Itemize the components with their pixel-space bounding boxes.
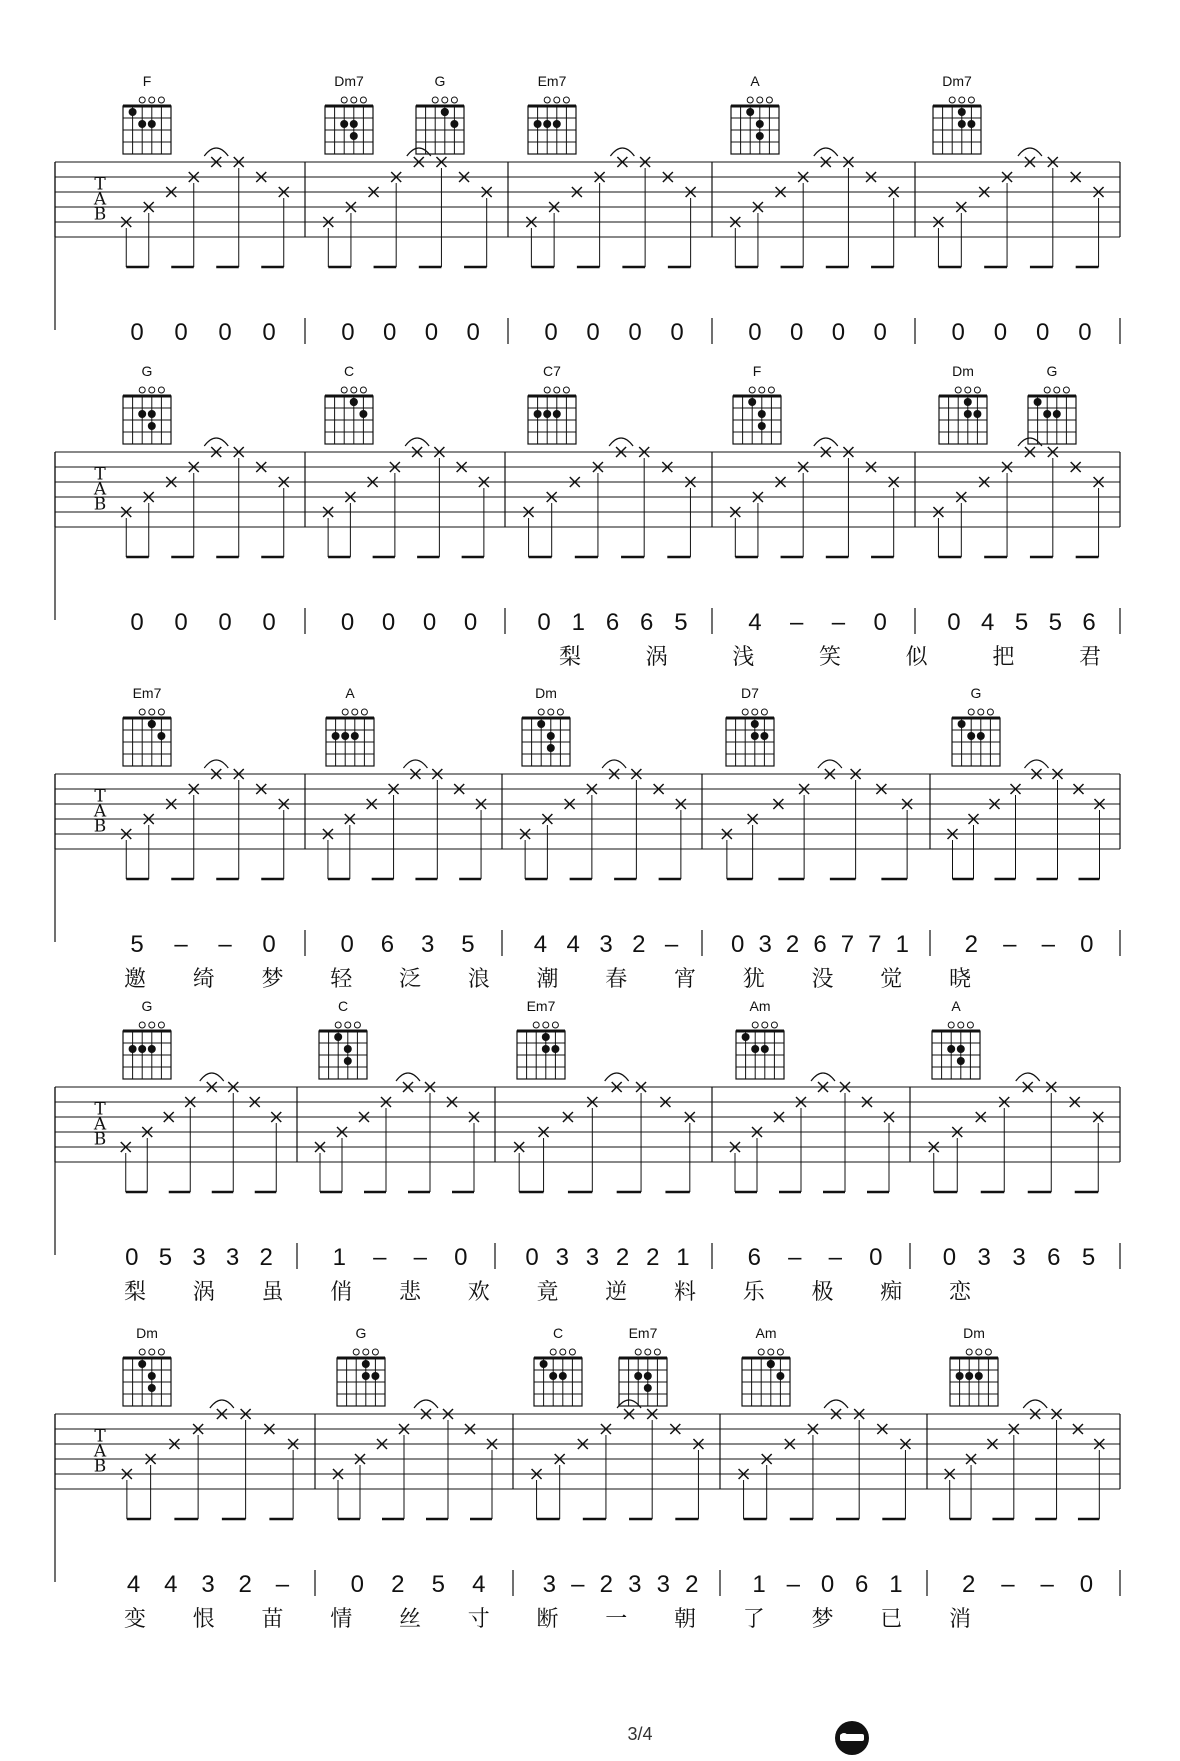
jianpu-note: 0	[218, 319, 232, 346]
jianpu-note: 5	[1081, 1244, 1096, 1271]
score-system	[55, 363, 1120, 670]
jianpu-note: 4	[164, 1571, 178, 1598]
jianpu-note: 3	[628, 1571, 642, 1598]
lyric-char: 泛	[398, 967, 422, 992]
chord-diagram	[619, 1325, 667, 1406]
jianpu-note: 4	[748, 609, 762, 636]
jianpu-row	[125, 1243, 1120, 1271]
jianpu-note: 5	[431, 1571, 445, 1598]
jianpu-note: –	[831, 609, 846, 636]
lyric-char: 欢	[467, 1280, 490, 1305]
lyric-char: 涡	[645, 645, 668, 670]
chord-name: D7	[741, 685, 759, 701]
jianpu-note: 5	[461, 931, 475, 958]
jianpu-note: –	[788, 1244, 802, 1271]
chord-name: A	[345, 685, 355, 701]
jianpu-note: –	[828, 1244, 842, 1271]
chord-diagram	[517, 998, 565, 1079]
chord-name: G	[355, 1325, 367, 1341]
lyrics-row	[124, 1280, 972, 1305]
score-system	[55, 998, 1120, 1305]
jianpu-note: 2	[259, 1244, 273, 1271]
jianpu-note: 3	[758, 931, 772, 958]
lyric-char: 把	[992, 645, 1015, 670]
jianpu-note: 5	[674, 609, 688, 636]
lyric-char: 似	[905, 645, 928, 670]
chord-name: G	[434, 73, 446, 89]
chord-name: C7	[543, 363, 561, 379]
chord-diagram	[337, 1325, 385, 1406]
jianpu-note: 1	[889, 1571, 903, 1598]
jianpu-note: 1	[895, 931, 909, 958]
jianpu-note: 0	[218, 609, 232, 636]
tab-staff	[55, 760, 1120, 942]
jianpu-row	[130, 608, 1120, 636]
chord-name: Dm7	[334, 73, 364, 89]
jianpu-note: 6	[855, 1571, 869, 1598]
jianpu-note: 5	[1048, 609, 1062, 636]
tab-clef-letter: A	[93, 801, 107, 822]
tab-clef-letter: T	[94, 1426, 106, 1447]
chord-diagram	[522, 685, 570, 766]
jianpu-note: 0	[341, 319, 355, 346]
jianpu-note: 3	[599, 931, 613, 958]
jianpu-note: –	[1040, 1571, 1054, 1598]
jianpu-note: 0	[350, 1571, 364, 1598]
chord-diagram	[528, 363, 576, 444]
lyric-char: 断	[536, 1607, 559, 1632]
jianpu-note: 0	[340, 931, 354, 958]
jianpu-note: 2	[785, 931, 800, 958]
lyric-char: 涡	[192, 1280, 215, 1305]
jianpu-note: 0	[130, 609, 144, 636]
jianpu-note: 1	[752, 1571, 766, 1598]
chord-diagram	[123, 1325, 171, 1406]
chord-name: Em7	[526, 998, 556, 1014]
chord-name: A	[750, 73, 760, 89]
tab-staff	[55, 1073, 1120, 1255]
chord-diagram	[123, 73, 171, 154]
lyric-char: 丝	[398, 1607, 422, 1632]
jianpu-note: 5	[1014, 609, 1029, 636]
lyric-char: 寸	[467, 1607, 490, 1632]
jianpu-note: 0	[422, 609, 437, 636]
jianpu-note: 0	[466, 319, 480, 346]
jianpu-note: 3	[225, 1244, 240, 1271]
jianpu-note: 3	[585, 1244, 600, 1271]
lyric-char: 宵	[673, 967, 697, 992]
lyric-char: 恋	[948, 1280, 972, 1305]
jianpu-note: 1	[676, 1244, 690, 1271]
chord-name: F	[752, 363, 762, 379]
jianpu-note: 7	[868, 931, 882, 958]
tab-clef-letter: T	[94, 786, 106, 807]
jianpu-row	[127, 1570, 1120, 1598]
lyric-char: 梦	[811, 1607, 834, 1632]
jianpu-note: 0	[424, 319, 439, 346]
lyric-char: 悲	[398, 1280, 422, 1305]
jianpu-note: 0	[670, 319, 684, 346]
chord-name: Dm	[136, 1325, 158, 1341]
lyric-char: 了	[742, 1607, 765, 1632]
chord-name: Em7	[537, 73, 567, 89]
jianpu-note: 0	[454, 1244, 468, 1271]
score-system	[55, 685, 1120, 992]
jianpu-note: 0	[869, 1244, 883, 1271]
jianpu-note: 0	[262, 931, 276, 958]
jianpu-note: 0	[525, 1244, 539, 1271]
chord-diagram	[123, 363, 171, 444]
jianpu-note: 6	[1082, 609, 1096, 636]
chord-name: F	[142, 73, 152, 89]
jianpu-note: 2	[646, 1244, 660, 1271]
chord-diagram	[416, 73, 464, 154]
tab-staff	[55, 438, 1120, 620]
jianpu-note: 3	[420, 931, 435, 958]
lyric-char: 浪	[467, 967, 490, 992]
jianpu-note: 2	[632, 931, 646, 958]
jianpu-note: 0	[789, 319, 804, 346]
lyric-char: 浅	[732, 645, 755, 670]
lyric-char: 晓	[948, 967, 972, 992]
chord-name: G	[141, 998, 153, 1014]
jianpu-note: 2	[615, 1244, 630, 1271]
tab-clef-letter: A	[93, 1441, 107, 1462]
jianpu-note: –	[571, 1571, 585, 1598]
jianpu-note: 3	[192, 1244, 206, 1271]
lyric-char: 恨	[192, 1607, 215, 1632]
jianpu-note: –	[1001, 1571, 1015, 1598]
lyric-char: 情	[330, 1607, 353, 1632]
jianpu-note: 3	[656, 1571, 670, 1598]
chord-diagram	[325, 73, 373, 154]
chord-diagram	[933, 73, 981, 154]
jianpu-note: 0	[942, 1244, 957, 1271]
chord-diagram	[736, 998, 784, 1079]
chord-diagram	[528, 73, 576, 154]
jianpu-note: 2	[964, 931, 978, 958]
jianpu-note: 2	[391, 1571, 405, 1598]
jianpu-note: 0	[831, 319, 846, 346]
jianpu-note: 0	[748, 319, 762, 346]
lyric-char: 痴	[880, 1280, 903, 1305]
lyrics-row	[559, 645, 1101, 670]
jianpu-note: 0	[993, 319, 1008, 346]
jianpu-note: 6	[1047, 1244, 1061, 1271]
lyric-char: 苗	[261, 1607, 284, 1632]
jianpu-note: 4	[533, 931, 548, 958]
lyric-char: 觉	[880, 967, 903, 992]
chord-name: Dm	[535, 685, 557, 701]
lyric-char: 笑	[818, 645, 842, 670]
jianpu-note: 0	[262, 609, 276, 636]
jianpu-note: 3	[1012, 1244, 1026, 1271]
chord-name: G	[141, 363, 153, 379]
lyric-char: 邀	[123, 967, 147, 992]
jianpu-note: 7	[840, 931, 855, 958]
chord-diagram	[932, 998, 980, 1079]
chord-name: Dm	[952, 363, 974, 379]
lyric-char: 梨	[558, 645, 582, 670]
jianpu-note: 3	[201, 1571, 215, 1598]
chord-diagram	[950, 1325, 998, 1406]
lyric-char: 消	[948, 1607, 972, 1632]
tab-clef-letter: B	[93, 1129, 107, 1150]
jianpu-row	[130, 318, 1120, 346]
tab-clef-letter: B	[93, 494, 107, 515]
jianpu-note: 0	[463, 609, 478, 636]
jianpu-note: 0	[340, 609, 355, 636]
jianpu-note: 0	[544, 319, 558, 346]
guitar-logo-icon	[835, 1721, 869, 1755]
chord-diagram	[1028, 363, 1076, 444]
jianpu-note: 5	[158, 1244, 173, 1271]
lyric-char: 潮	[536, 967, 559, 992]
jianpu-note: 0	[820, 1571, 835, 1598]
jianpu-note: 0	[628, 319, 642, 346]
jianpu-note: 0	[262, 319, 276, 346]
tab-clef-letter: T	[94, 464, 106, 485]
lyric-char: 一	[605, 1607, 628, 1632]
tab-clef-letter: A	[93, 479, 107, 500]
jianpu-note: 0	[1080, 931, 1094, 958]
chord-name: A	[951, 998, 961, 1014]
jianpu-note: 1	[332, 1244, 346, 1271]
chord-name: C	[552, 1325, 564, 1341]
chord-name: Am	[749, 998, 771, 1014]
jianpu-note: –	[218, 931, 232, 958]
lyric-char: 料	[673, 1280, 697, 1305]
tab-clef-letter: B	[93, 1456, 107, 1477]
jianpu-note: –	[413, 1244, 427, 1271]
lyric-char: 已	[880, 1607, 903, 1632]
page-number: 3/4	[627, 1724, 653, 1744]
chord-name: G	[1046, 363, 1058, 379]
jianpu-note: 6	[813, 931, 827, 958]
jianpu-note: 0	[125, 1244, 139, 1271]
chord-name: G	[970, 685, 982, 701]
tab-clef-letter: T	[94, 174, 106, 195]
jianpu-note: 0	[951, 319, 965, 346]
lyric-char: 春	[605, 967, 628, 992]
lyric-char: 绮	[192, 967, 215, 992]
jianpu-note: 0	[382, 319, 397, 346]
chord-name: Em7	[628, 1325, 658, 1341]
jianpu-note: 0	[174, 609, 188, 636]
lyrics-row	[124, 967, 971, 992]
jianpu-note: 6	[605, 609, 620, 636]
jianpu-note: –	[1041, 931, 1055, 958]
chord-name: Dm	[963, 1325, 985, 1341]
jianpu-note: 3	[977, 1244, 991, 1271]
jianpu-note: 0	[537, 609, 551, 636]
jianpu-note: –	[174, 931, 188, 958]
chord-diagram	[319, 998, 367, 1079]
tab-clef-letter: A	[93, 189, 107, 210]
jianpu-note: 6	[640, 609, 654, 636]
jianpu-note: 2	[238, 1571, 252, 1598]
tab-clef-letter: B	[93, 204, 107, 225]
score-system	[55, 1325, 1120, 1632]
jianpu-note: 5	[130, 931, 144, 958]
lyric-char: 竟	[536, 1280, 559, 1305]
lyric-char: 逆	[605, 1280, 628, 1305]
chord-name: C	[343, 363, 355, 379]
jianpu-note: 0	[873, 609, 887, 636]
jianpu-row	[130, 930, 1120, 958]
chord-name: Am	[755, 1325, 777, 1341]
jianpu-note: 3	[542, 1571, 556, 1598]
jianpu-note: 1	[571, 609, 585, 636]
jianpu-note: 0	[586, 319, 600, 346]
jianpu-note: 0	[1079, 1571, 1094, 1598]
tab-clef-letter: T	[94, 1099, 106, 1120]
chord-diagram	[325, 363, 373, 444]
lyric-char: 朝	[673, 1607, 697, 1632]
tab-staff	[55, 1400, 1120, 1582]
jianpu-note: –	[789, 609, 804, 636]
lyric-char: 乐	[742, 1280, 765, 1305]
chord-diagram	[731, 73, 779, 154]
lyrics-row	[124, 1607, 971, 1632]
chord-diagram	[952, 685, 1000, 766]
lyric-char: 没	[811, 967, 834, 992]
chord-diagram	[939, 363, 987, 444]
jianpu-note: 0	[873, 319, 887, 346]
jianpu-note: 2	[685, 1571, 699, 1598]
jianpu-note: 4	[981, 609, 995, 636]
lyric-char: 犹	[742, 967, 765, 992]
lyric-char: 梨	[123, 1280, 147, 1305]
jianpu-note: 2	[961, 1571, 976, 1598]
chord-diagram	[742, 1325, 790, 1406]
tab-clef-letter: B	[93, 816, 107, 837]
chord-diagram	[123, 685, 171, 766]
tab-clef-letter: A	[93, 1114, 107, 1135]
jianpu-note: 0	[130, 319, 144, 346]
jianpu-note: 4	[126, 1571, 141, 1598]
score-system	[55, 73, 1120, 346]
jianpu-note: 0	[1078, 319, 1092, 346]
jianpu-note: 6	[380, 931, 395, 958]
lyric-char: 极	[811, 1280, 834, 1305]
lyric-char: 变	[123, 1607, 147, 1632]
jianpu-note: 0	[1035, 319, 1050, 346]
jianpu-note: 4	[472, 1571, 486, 1598]
lyric-char: 俏	[330, 1280, 353, 1305]
lyric-char: 虽	[261, 1280, 284, 1305]
jianpu-note: –	[664, 931, 679, 958]
jianpu-note: 0	[381, 609, 396, 636]
chord-name: Dm7	[942, 73, 972, 89]
jianpu-note: 0	[174, 319, 188, 346]
jianpu-note: 0	[731, 931, 745, 958]
jianpu-note: 4	[566, 931, 580, 958]
jianpu-note: –	[1003, 931, 1017, 958]
jianpu-note: –	[275, 1571, 290, 1598]
chord-diagram	[733, 363, 781, 444]
jianpu-note: 3	[555, 1244, 569, 1271]
chord-diagram	[123, 998, 171, 1079]
jianpu-note: –	[786, 1571, 800, 1598]
jianpu-note: –	[373, 1244, 387, 1271]
chord-diagram	[326, 685, 374, 766]
tab-staff	[55, 148, 1120, 330]
lyric-char: 君	[1078, 645, 1102, 670]
chord-name: C	[337, 998, 349, 1014]
chord-diagram	[726, 685, 774, 766]
chord-diagram	[534, 1325, 582, 1406]
jianpu-note: 6	[747, 1244, 761, 1271]
chord-name: Em7	[132, 685, 162, 701]
lyric-char: 梦	[261, 967, 284, 992]
lyric-char: 轻	[330, 967, 353, 992]
jianpu-note: 2	[599, 1571, 613, 1598]
jianpu-note: 0	[947, 609, 961, 636]
